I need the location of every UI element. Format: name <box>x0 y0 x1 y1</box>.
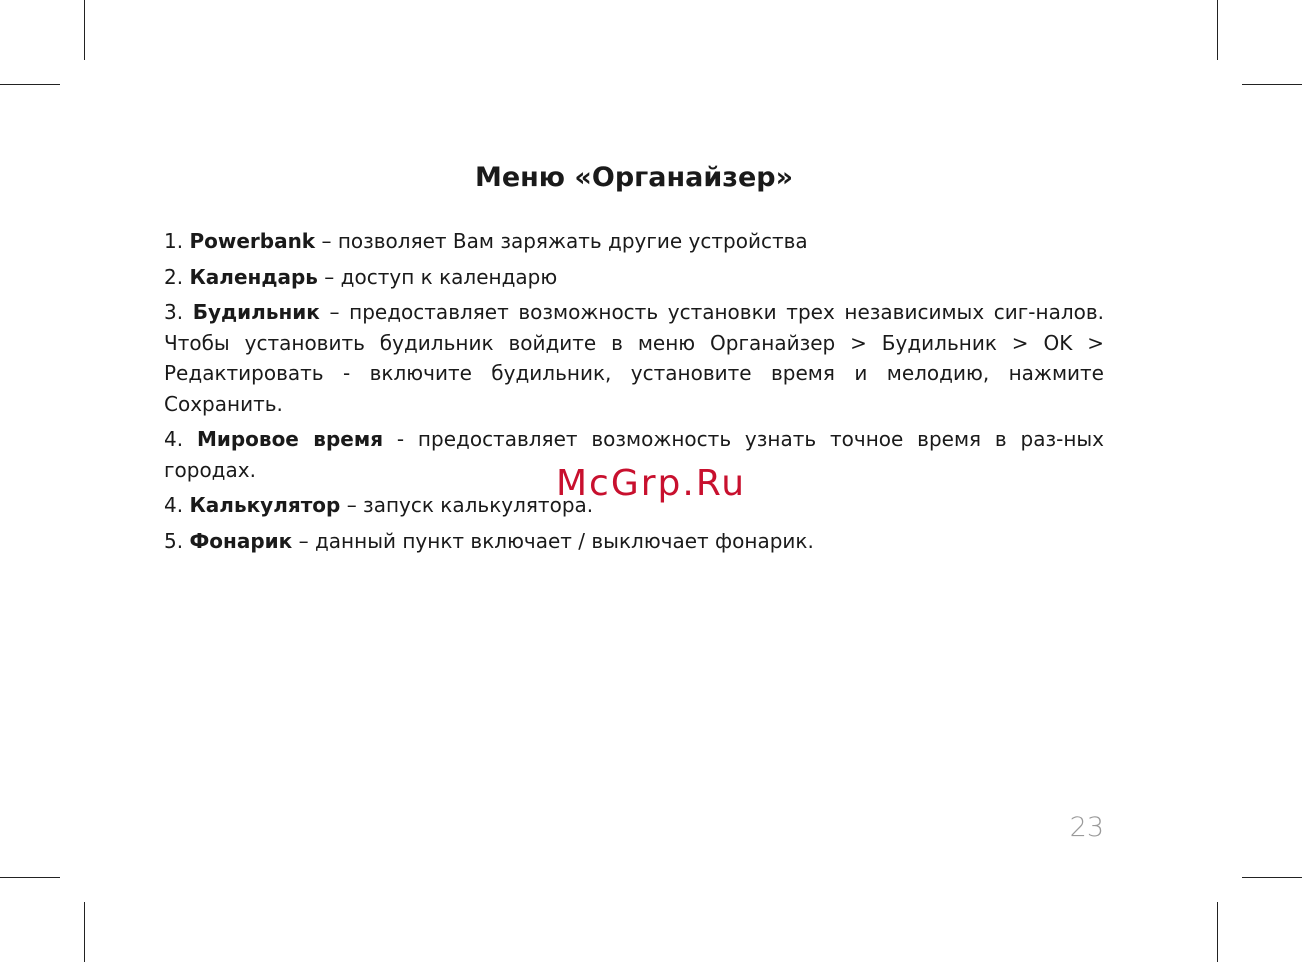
item-term: Powerbank <box>189 229 316 253</box>
watermark: McGrp.Ru <box>556 463 747 504</box>
crop-mark <box>84 902 85 962</box>
item-term: Будильник <box>192 300 320 324</box>
item-number: 1. <box>164 229 184 253</box>
crop-mark <box>0 84 60 85</box>
item-term: Календарь <box>189 264 318 289</box>
item-text: – запуск калькулятора. <box>340 493 594 517</box>
item-number: 4. <box>164 493 184 517</box>
crop-mark <box>84 0 85 60</box>
crop-mark <box>1217 0 1218 60</box>
list-item <box>164 262 1104 293</box>
item-text: – позволяет Вам заряжать другие устройства <box>315 229 808 253</box>
list-item <box>164 297 1104 419</box>
page-title: Меню «Органайзер» <box>474 162 794 193</box>
crop-mark <box>1242 877 1302 878</box>
item-text: – данный пункт включает / выключает фонарик. <box>292 528 814 553</box>
item-number: 5. <box>164 528 184 553</box>
item-term: Калькулятор <box>189 493 341 517</box>
crop-mark <box>1217 902 1218 962</box>
item-term: Мировое время <box>196 427 384 451</box>
item-term: Фонарик <box>189 528 293 553</box>
item-number: 3. <box>164 300 184 324</box>
item-text: – доступ к календарю <box>317 264 558 289</box>
item-text: - предоставляет возможность узнать точное время в раз-ных городах. <box>164 427 1105 482</box>
crop-mark <box>0 877 60 878</box>
page-number: 23 <box>1069 812 1104 843</box>
item-number: 4. <box>164 427 184 451</box>
item-number: 2. <box>164 264 184 289</box>
list-item <box>164 226 1104 257</box>
menu-description-list <box>164 226 1104 561</box>
crop-mark <box>1242 84 1302 85</box>
list-item <box>164 526 1104 557</box>
item-text: – предоставляет возможность установки трех независимых сиг-налов. Чтобы установить будильник войдите в меню Органайзер > Будильник > OK > Редактировать - включите будильник, установите время и мелодию, нажмите Сохранить. <box>164 300 1105 416</box>
